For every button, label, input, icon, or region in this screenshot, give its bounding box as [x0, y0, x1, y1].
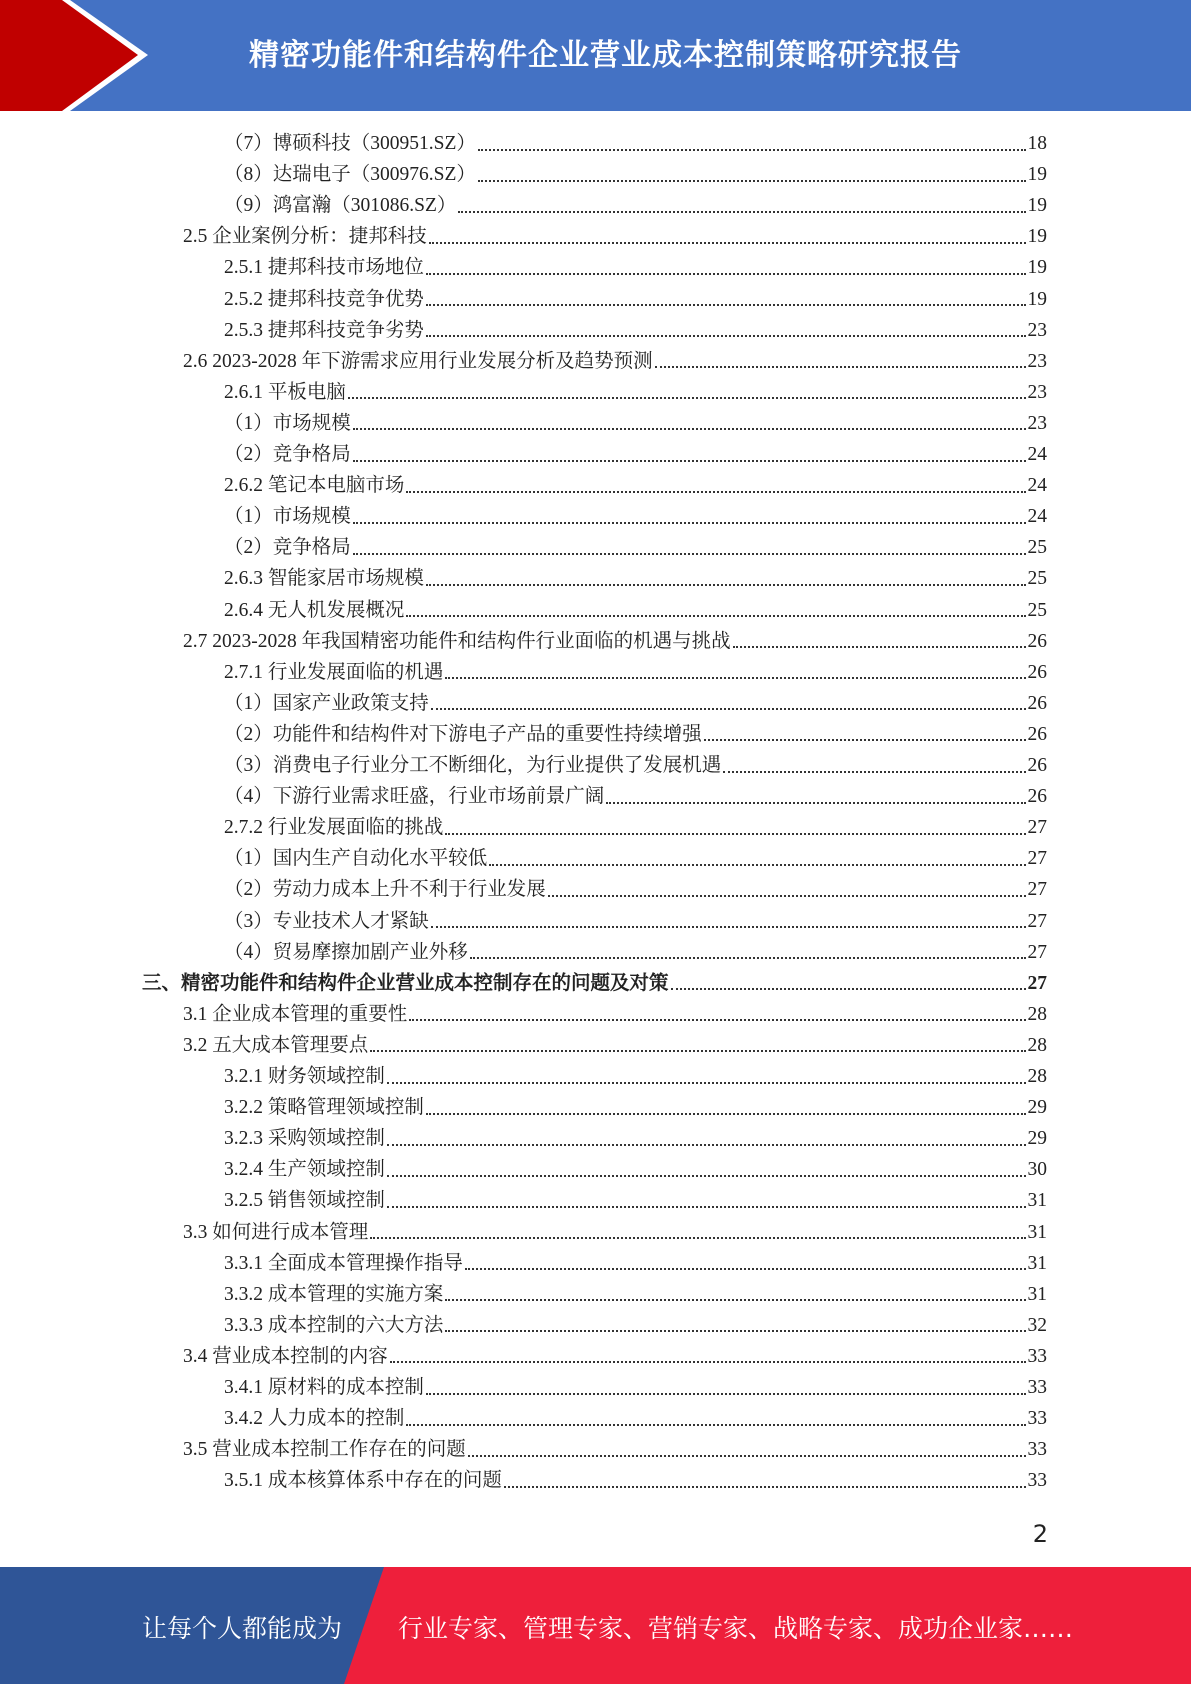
toc-entry-page: 27	[1027, 941, 1047, 963]
toc-dot-leader	[431, 926, 1026, 928]
toc-entry[interactable]	[224, 750, 1047, 781]
toc-dot-leader	[409, 1019, 1025, 1021]
toc-entry[interactable]	[224, 563, 1047, 594]
toc-dot-leader	[426, 335, 1026, 337]
toc-entry-page: 23	[1027, 319, 1047, 341]
header-band	[0, 0, 1191, 111]
toc-dot-leader	[429, 242, 1026, 244]
toc-dot-leader	[671, 988, 1026, 990]
toc-entry[interactable]	[224, 1403, 1047, 1434]
toc-dot-leader	[353, 460, 1026, 462]
toc-entry-title: 3.4.2 人力成本的控制	[224, 1408, 405, 1430]
toc-entry-page: 31	[1027, 1221, 1047, 1243]
toc-entry-title: 3.2.3 采购领域控制	[224, 1128, 385, 1150]
toc-entry[interactable]	[183, 999, 1047, 1030]
toc-dot-leader	[387, 1175, 1026, 1177]
toc-dot-leader	[655, 366, 1026, 368]
toc-entry[interactable]	[224, 688, 1047, 719]
toc-entry-title: （1）国家产业政策支持	[224, 692, 429, 714]
toc-dot-leader	[353, 522, 1026, 524]
toc-entry-page: 27	[1027, 972, 1047, 994]
toc-entry-title: 2.6.4 无人机发展概况	[224, 599, 405, 621]
toc-entry[interactable]	[224, 937, 1047, 968]
toc-entry-page: 27	[1027, 910, 1047, 932]
toc-dot-leader	[548, 895, 1026, 897]
toc-dot-leader	[478, 180, 1026, 182]
toc-entry[interactable]	[224, 190, 1047, 221]
toc-dot-leader	[478, 149, 1026, 151]
toc-dot-leader	[606, 802, 1025, 804]
toc-entry[interactable]	[224, 252, 1047, 283]
toc-dot-leader	[445, 677, 1025, 679]
toc-dot-leader	[445, 1299, 1025, 1301]
toc-dot-leader	[431, 708, 1026, 710]
toc-entry-title: 3.3.3 成本控制的六大方法	[224, 1314, 444, 1336]
toc-dot-leader	[426, 304, 1026, 306]
toc-dot-leader	[387, 1206, 1026, 1208]
toc-entry[interactable]	[224, 284, 1047, 315]
toc-dot-leader	[426, 1113, 1026, 1115]
toc-entry-page: 33	[1027, 1408, 1047, 1430]
toc-entry-title: （8）达瑞电子（300976.SZ）	[224, 164, 476, 186]
toc-entry[interactable]	[183, 1217, 1047, 1248]
toc-entry-page: 24	[1027, 506, 1047, 528]
toc-entry-title: 3.2 五大成本管理要点	[183, 1034, 369, 1056]
toc-entry[interactable]	[183, 1434, 1047, 1465]
toc-entry-title: 3.3 如何进行成本管理	[183, 1221, 369, 1243]
toc-entry[interactable]	[224, 1185, 1047, 1216]
toc-entry[interactable]	[224, 470, 1047, 501]
toc-entry-title: 2.5.1 捷邦科技市场地位	[224, 257, 424, 279]
toc-entry-page: 23	[1027, 412, 1047, 434]
toc-entry[interactable]	[224, 719, 1047, 750]
toc-entry-page: 23	[1027, 350, 1047, 372]
toc-entry-page: 33	[1027, 1377, 1047, 1398]
toc-dot-leader	[387, 1082, 1026, 1084]
page-number: 2	[1032, 1520, 1048, 1548]
toc-entry[interactable]	[224, 439, 1047, 470]
toc-dot-leader	[348, 397, 1026, 399]
toc-entry-page: 27	[1027, 879, 1047, 901]
toc-entry[interactable]	[224, 1279, 1047, 1310]
toc-dot-leader	[370, 1050, 1025, 1052]
toc-entry-page: 27	[1027, 817, 1047, 839]
toc-entry[interactable]	[224, 315, 1047, 346]
toc-entry-title: 3.4 营业成本控制的内容	[183, 1345, 388, 1367]
toc-entry-title: 2.5 企业案例分析：捷邦科技	[183, 226, 427, 248]
toc-entry-title: （3）消费电子行业分工不断细化，为行业提供了发展机遇	[224, 755, 722, 776]
toc-entry-page: 25	[1027, 537, 1047, 559]
toc-dot-leader	[445, 833, 1025, 835]
toc-entry-title: 3.2.1 财务领域控制	[224, 1066, 385, 1087]
toc-entry[interactable]	[183, 1030, 1047, 1061]
toc-entry-page: 26	[1027, 661, 1047, 683]
toc-entry-title: 3.2.5 销售领域控制	[224, 1190, 385, 1212]
toc-entry[interactable]	[224, 1248, 1047, 1279]
toc-entry[interactable]	[183, 1341, 1047, 1372]
toc-entry-title: 3.5.1 成本核算体系中存在的问题	[224, 1470, 502, 1492]
toc-entry-title: 3.2.4 生产领域控制	[224, 1159, 385, 1181]
toc-entry-title: 2.6.2 笔记本电脑市场	[224, 475, 405, 497]
toc-entry-title: 2.6 2023-2028 年下游需求应用行业发展分析及趋势预测	[183, 350, 653, 372]
toc-entry[interactable]	[224, 532, 1047, 563]
toc-entry-page: 18	[1027, 133, 1047, 154]
toc-entry-title: （4）下游行业需求旺盛，行业市场前景广阔	[224, 786, 605, 808]
toc-entry[interactable]	[224, 1061, 1047, 1092]
toc-entry[interactable]	[224, 781, 1047, 812]
toc-dot-leader	[353, 428, 1026, 430]
toc-entry-title: 三、精密功能件和结构件企业营业成本控制存在的问题及对策	[142, 972, 669, 994]
toc-entry[interactable]	[224, 1154, 1047, 1185]
toc-entry[interactable]	[224, 874, 1047, 905]
toc-dot-leader	[426, 584, 1026, 586]
toc-entry-title: 3.4.1 原材料的成本控制	[224, 1377, 424, 1398]
toc-entry-page: 19	[1027, 195, 1047, 217]
toc-dot-leader	[704, 739, 1026, 741]
toc-entry-title: （2）劳动力成本上升不利于行业发展	[224, 879, 546, 901]
toc-entry-title: 3.1 企业成本管理的重要性	[183, 1003, 408, 1025]
toc-dot-leader	[370, 1237, 1025, 1239]
footer-slogan-left: 让每个人都能成为	[142, 1614, 343, 1643]
toc-entry-title: 2.6.3 智能家居市场规模	[224, 568, 424, 590]
report-title: 精密功能件和结构件企业营业成本控制策略研究报告	[249, 38, 962, 73]
toc-entry[interactable]	[224, 1092, 1047, 1123]
toc-entry-title: （4）贸易摩擦加剧产业外移	[224, 941, 468, 963]
toc-entry[interactable]	[224, 128, 1047, 159]
toc-entry-page: 31	[1027, 1190, 1047, 1212]
toc-entry-title: （9）鸿富瀚（301086.SZ）	[224, 195, 457, 217]
toc-entry[interactable]	[224, 501, 1047, 532]
toc-entry-title: （3）专业技术人才紧缺	[224, 910, 429, 932]
toc-entry-page: 25	[1027, 599, 1047, 621]
toc-entry[interactable]	[183, 346, 1047, 377]
toc-dot-leader	[723, 771, 1025, 773]
toc-entry[interactable]	[224, 657, 1047, 688]
toc-entry-page: 26	[1027, 786, 1047, 808]
toc-entry-title: 2.5.2 捷邦科技竞争优势	[224, 288, 424, 310]
toc-entry-title: 2.5.3 捷邦科技竞争劣势	[224, 319, 424, 341]
toc-entry-title: （2）功能件和结构件对下游电子产品的重要性持续增强	[224, 723, 702, 745]
toc-dot-leader	[458, 211, 1025, 213]
toc-entry-title: 3.2.2 策略管理领域控制	[224, 1097, 424, 1119]
toc-dot-leader	[465, 1268, 1026, 1270]
toc-entry[interactable]	[224, 377, 1047, 408]
toc-entry-page: 26	[1027, 692, 1047, 714]
toc-entry-page: 33	[1027, 1439, 1047, 1461]
toc-entry[interactable]	[224, 595, 1047, 626]
toc-entry[interactable]	[183, 626, 1047, 657]
toc-entry-page: 29	[1027, 1097, 1047, 1119]
toc-entry-title: 2.7 2023-2028 年我国精密功能件和结构件行业面临的机遇与挑战	[183, 630, 731, 652]
toc-entry-page: 29	[1027, 1128, 1047, 1150]
toc-dot-leader	[406, 615, 1025, 617]
toc-entry-page: 24	[1027, 444, 1047, 465]
toc-entry-title: （1）市场规模	[224, 506, 351, 528]
toc-entry-title: （1）国内生产自动化水平较低	[224, 848, 488, 870]
toc-entry-page: 28	[1027, 1003, 1047, 1025]
toc-dot-leader	[733, 646, 1026, 648]
footer-band	[0, 1567, 1191, 1684]
footer-slogan-right: 行业专家、管理专家、营销专家、战略专家、成功企业家……	[398, 1614, 1074, 1643]
toc-entry-page: 23	[1027, 381, 1047, 403]
toc-entry[interactable]	[224, 408, 1047, 439]
toc-entry-page: 33	[1027, 1345, 1047, 1367]
toc-entry-page: 19	[1027, 164, 1047, 186]
toc-entry-page: 25	[1027, 568, 1047, 590]
toc-entry-title: 3.3.2 成本管理的实施方案	[224, 1283, 444, 1305]
toc-dot-leader	[426, 1393, 1026, 1395]
toc-entry-page: 30	[1027, 1159, 1047, 1181]
toc-entry-title: 2.6.1 平板电脑	[224, 381, 346, 403]
toc-entry-page: 33	[1027, 1470, 1047, 1492]
toc-entry-page: 28	[1027, 1034, 1047, 1056]
toc-dot-leader	[470, 957, 1026, 959]
toc-entry[interactable]	[224, 1123, 1047, 1154]
toc-entry[interactable]	[224, 906, 1047, 937]
toc-dot-leader	[353, 553, 1026, 555]
toc-entry-page: 32	[1027, 1314, 1047, 1336]
toc-dot-leader	[387, 1144, 1026, 1146]
toc-entry-page: 19	[1027, 288, 1047, 310]
toc-entry-page: 31	[1027, 1252, 1047, 1274]
toc-entry-page: 27	[1027, 848, 1047, 870]
toc-dot-leader	[468, 1455, 1026, 1457]
toc-dot-leader	[390, 1361, 1026, 1363]
toc-entry-page: 19	[1027, 257, 1047, 279]
toc-dot-leader	[504, 1486, 1026, 1488]
toc-entry-page: 26	[1027, 630, 1047, 652]
toc-entry-title: （7）博硕科技（300951.SZ）	[224, 133, 476, 154]
toc-entry-page: 28	[1027, 1066, 1047, 1087]
toc-entry[interactable]	[183, 221, 1047, 252]
toc-entry-title: （2）竞争格局	[224, 444, 351, 465]
toc-entry-title: 3.3.1 全面成本管理操作指导	[224, 1252, 463, 1274]
toc-entry-title: （2）竞争格局	[224, 537, 351, 559]
toc-entry-title: （1）市场规模	[224, 412, 351, 434]
toc-entry[interactable]	[224, 1465, 1047, 1496]
toc-entry-title: 2.7.1 行业发展面临的机遇	[224, 661, 444, 683]
toc-dot-leader	[445, 1330, 1025, 1332]
toc-entry[interactable]	[224, 1310, 1047, 1341]
toc-dot-leader	[426, 273, 1026, 275]
toc-entry-page: 24	[1027, 475, 1047, 497]
toc-entry[interactable]	[224, 812, 1047, 843]
toc-entry-page: 26	[1027, 755, 1047, 776]
toc-entry[interactable]	[224, 843, 1047, 874]
toc-entry[interactable]	[224, 1372, 1047, 1403]
toc-entry-title: 2.7.2 行业发展面临的挑战	[224, 817, 444, 839]
toc-entry-title: 3.5 营业成本控制工作存在的问题	[183, 1439, 466, 1461]
toc-entry[interactable]	[224, 159, 1047, 190]
toc-entry[interactable]	[142, 968, 1047, 999]
toc-entry-page: 26	[1027, 723, 1047, 745]
toc-entry-page: 19	[1027, 226, 1047, 248]
toc-dot-leader	[406, 491, 1025, 493]
toc-dot-leader	[406, 1424, 1025, 1426]
toc-dot-leader	[489, 864, 1025, 866]
toc-entry-page: 31	[1027, 1283, 1047, 1305]
